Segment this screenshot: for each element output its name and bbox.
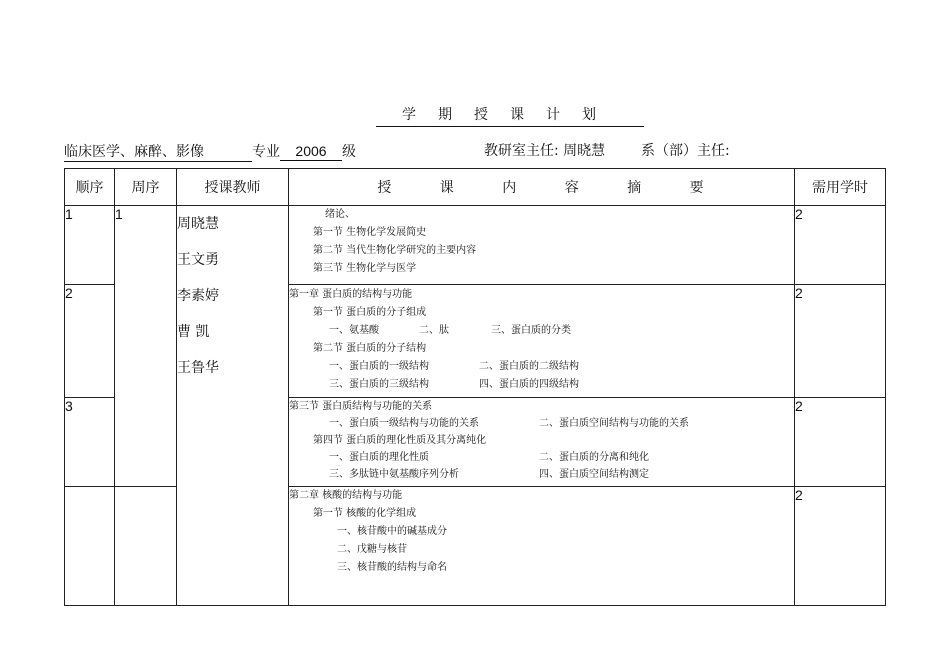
content-cell [289,398,795,487]
table-row [65,206,886,285]
hours-cell: 2 [795,487,886,606]
content-line: 一、核苷酸中的碱基成分 [337,526,447,537]
week-cell [115,487,177,606]
teacher-name: 李素婷 [177,288,219,304]
content-item: 二、蛋白质空间结构与功能的关系 [539,418,689,429]
content-line [289,358,794,376]
teacher-name: 曹 凯 [177,324,210,340]
content-line [289,466,794,483]
seq-cell: 1 [65,206,115,285]
content-line [289,376,794,394]
year-value: 2006 [280,142,342,161]
content-line: 第三节 生物化学与医学 [313,263,417,274]
content-line: 绪论、 [325,209,355,220]
teaching-plan-table [64,168,886,606]
teacher-name: 王文勇 [177,252,219,268]
content-line: 第二章 核酸的结构与功能 [289,490,403,501]
table-header-row [65,169,886,206]
week-cell: 1 [115,206,177,487]
content-header-text: 授 课 内 容 摘 要 [377,180,706,196]
page-title: 学期授课计划 [376,106,644,127]
content-line [289,449,794,466]
col-header-seq: 顺序 [65,169,115,206]
hours-cell: 2 [795,398,886,487]
content-line [289,415,794,432]
content-cell [289,206,795,285]
major-value: 临床医学、麻醉、影像 [64,143,252,162]
content-line: 二、戊糖与核苷 [337,544,407,555]
content-item: 三、多肽链中氨基酸序列分析 [329,469,459,480]
teacher-name: 周晓慧 [177,216,219,232]
content-line: 第四节 蛋白质的理化性质及其分离纯化 [313,435,487,446]
content-item: 一、蛋白质的一级结构 [329,361,429,372]
content-line: 第一节 蛋白质的分子组成 [313,307,427,318]
content-item: 一、蛋白质的理化性质 [329,452,429,463]
seq-cell [65,487,115,606]
content-line: 三、核苷酸的结构与命名 [337,562,447,573]
content-line: 第一节 核酸的化学组成 [313,508,417,519]
major-suffix: 专业 [252,144,280,160]
teacher-name: 王鲁华 [177,360,219,376]
content-line: 第一节 生物化学发展简史 [313,227,427,238]
header-major [64,142,356,162]
content-line [289,322,794,340]
content-item: 二、蛋白质的二级结构 [479,361,579,372]
col-header-teacher: 授课教师 [177,169,289,206]
seq-cell: 3 [65,398,115,487]
content-line: 第三节 蛋白质结构与功能的关系 [289,401,433,412]
content-line: 第二节 蛋白质的分子结构 [313,343,427,354]
content-cell [289,487,795,606]
hours-cell: 2 [795,285,886,398]
content-item: 四、蛋白质空间结构测定 [539,469,649,480]
director-label: 教研室主任: [484,143,559,159]
content-item: 二、蛋白质的分离和纯化 [539,452,649,463]
content-item: 一、氨基酸 [329,325,379,336]
content-item: 一、蛋白质一级结构与功能的关系 [329,418,479,429]
col-header-week: 周序 [115,169,177,206]
content-item: 三、蛋白质的三级结构 [329,379,429,390]
hours-cell: 2 [795,206,886,285]
dept-label: 系（部）主任: [641,143,730,159]
director-name: 周晓慧 [563,143,606,159]
grade-suffix: 级 [342,144,356,160]
content-item: 二、肽 [419,325,449,336]
content-item: 四、蛋白质的四级结构 [479,379,579,390]
col-header-hours: 需用学时 [795,169,886,206]
content-item: 三、蛋白质的分类 [491,325,571,336]
content-line: 第二节 当代生物化学研究的主要内容 [313,245,477,256]
header-director [484,142,605,160]
seq-cell: 2 [65,285,115,398]
content-cell [289,285,795,398]
col-header-content [289,169,795,206]
teachers-cell [177,206,289,606]
content-line: 第一章 蛋白质的结构与功能 [289,289,413,300]
